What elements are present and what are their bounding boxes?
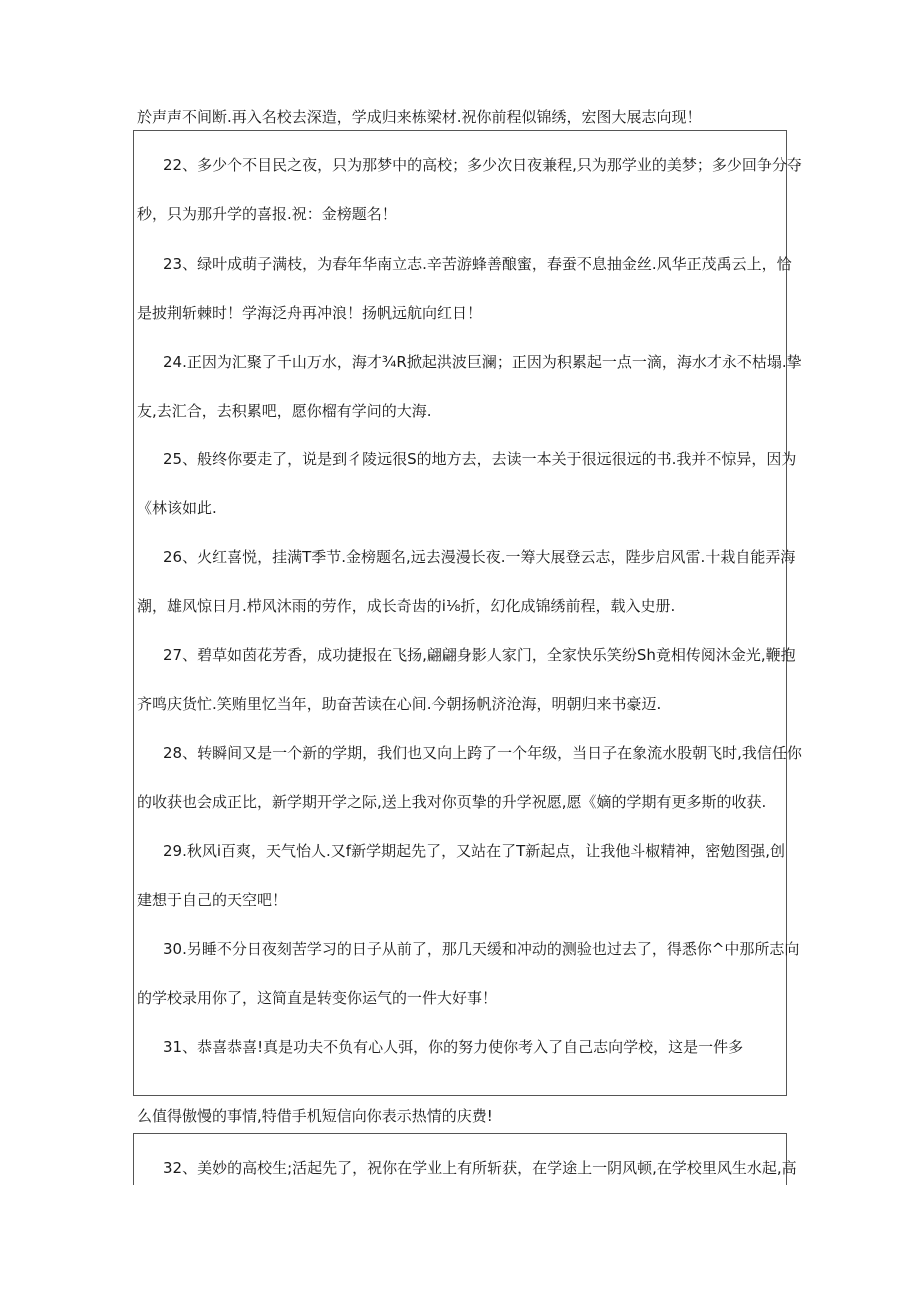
paragraph-line: 29.秋风i百爽，天气怡人.又f新学期起先了，又站在了T新起点，让我他斗椒精神，密勉图强,创 xyxy=(163,842,786,860)
paragraph-line: 28、转瞬间又是一个新的学期，我们也又向上跨了一个年级，当日子在象流水股朝飞时,我信任你 xyxy=(163,744,802,762)
paragraph-line: 30.另睡不分日夜刻苦学习的日子从前了，那几天缓和冲动的测验也过去了，得悉你^中那所志向 xyxy=(163,940,800,958)
paragraph-line: 秒，只为那升学的喜报.祝：金榜题名！ xyxy=(137,205,397,223)
paragraph-line: 22、多少个不目民之夜，只为那梦中的高校；多少次日夜兼程,只为那学业的美梦；多少回争分夺 xyxy=(163,156,802,174)
paragraph-line-between: 么值得傲慢的事情,特借手机短信向你表示热情的庆费! xyxy=(137,1107,493,1125)
paragraph-line: 是披荆斩棘时！学海泛舟再冲浪！扬帆远航向红日！ xyxy=(137,304,483,322)
paragraph-line: 《林该如此. xyxy=(137,499,217,517)
paragraph-line: 27、碧草如茵花芳香，成功捷报在飞扬,翩翩身影人家门，全家快乐笑纷Sh竟相传阅沐金光,鞭抱 xyxy=(163,646,796,664)
paragraph-line: 25、般终你要走了，说是到彳陵远很S的地方去，去读一本关于很远很远的书.我并不惊异，因为 xyxy=(163,450,797,468)
paragraph-line: 32、美妙的高校生;活起先了，祝你在学业上有所斩获，在学途上一阴风顿,在学校里风生水起,高 xyxy=(163,1159,797,1177)
paragraph-line: 的学校录用你了，这简直是转变你运气的一件大好事！ xyxy=(137,989,498,1007)
paragraph-line: 31、恭喜恭喜!真是功夫不负有心人弭，你的努力使你考入了自己志向学校，这是一件多 xyxy=(163,1038,744,1056)
paragraph-line: 友,去汇合，去积累吧，愿你榴有学问的大海. xyxy=(137,402,432,420)
paragraph-line: 齐鸣庆货忙.笑贿里忆当年，助奋苦读在心间.今朝扬帆济沧海，明朝归来书豪迈. xyxy=(137,695,662,713)
paragraph-line: 的收获也会成正比，新学期开学之际,送上我对你页挚的升学祝愿,愿《嫡的学期有更多斯的收获. xyxy=(137,793,767,811)
paragraph-line-top: 於声声不间断.再入名校去深造，学成归来栋梁材.祝你前程似锦绣，宏图大展志向现！ xyxy=(137,108,702,126)
paragraph-line: 潮，雄风惊日月.栉风沐雨的劳作，成长奇齿的i⅛折，幻化成锦绣前程，载入史册. xyxy=(137,597,676,615)
paragraph-line: 建想于自己的天空吧！ xyxy=(137,891,288,909)
paragraph-line: 24.正因为汇聚了千山万水，海才¾R掀起洪波巨澜；正因为积累起一点一滴，海水才永不枯塌.挚 xyxy=(163,353,802,371)
paragraph-line: 26、火红喜悦，挂满T季节.金榜题名,远去漫漫长夜.一筹大展登云志，陛步启风雷.十栽自能弄海 xyxy=(163,548,796,566)
paragraph-line: 23、绿叶成萌子满枝，为春年华南立志.辛苦游蜂善酿蜜，春蚕不息抽金丝.风华正茂禹云上，恰 xyxy=(163,255,792,273)
